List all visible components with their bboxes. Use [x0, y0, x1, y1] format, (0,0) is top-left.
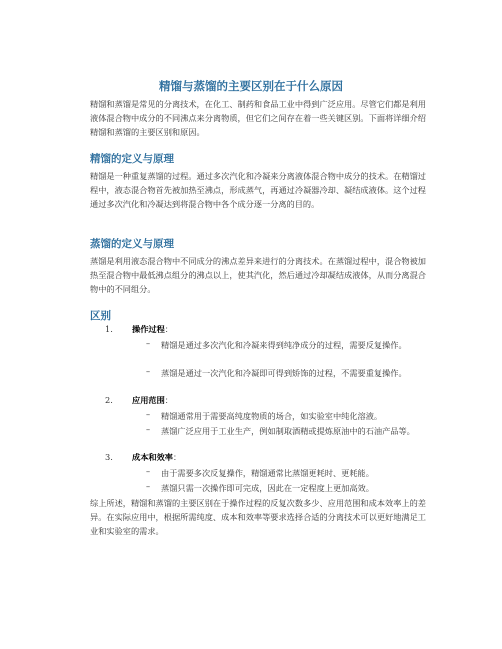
sub-item	[161, 466, 424, 480]
sub-item	[161, 424, 424, 438]
list-number: 3.	[105, 452, 113, 462]
section-heading-differences: 区别	[90, 310, 111, 322]
dash-bullet: –	[146, 409, 151, 419]
dash-bullet: –	[146, 366, 151, 376]
section-heading-rectification: 精馏的定义与原理	[90, 153, 174, 165]
section-heading-distillation: 蒸馏的定义与原理	[90, 238, 174, 250]
dash-bullet: –	[146, 424, 151, 434]
list-item-colon: ：	[164, 324, 173, 334]
sub-item	[161, 366, 424, 380]
sub-item-text: 蒸馏广泛应用于工业生产，例如制取酒精或提炼原油中的石油产品等。	[161, 426, 415, 436]
list-item-label	[132, 395, 173, 406]
sub-item-text: 蒸馏是通过一次汽化和冷凝即可得到矫饰的过程，不需要重复操作。	[161, 368, 407, 378]
conclusion-paragraph: 综上所述，精馏和蒸馏的主要区别在于操作过程的反复次数多少、应用范围和成本效率上的差异。在实际应用中，根据所需纯度、成本和效率等要求选择合适的分离技术可以更好地满足工业和实验室的需求。	[90, 498, 426, 536]
document-title: 精馏与蒸馏的主要区别在于什么原因	[159, 79, 343, 93]
list-item-label	[132, 452, 181, 463]
section-body-rectification: 精馏是一种重复蒸馏的过程。通过多次汽化和冷凝来分离液体混合物中成分的技术。在精馏过程中，液态混合物首先被加热至沸点，形成蒸气，再通过冷凝器冷却、凝结成液体。这个过程通过多次汽化和冷凝达到将混合物中各个成分逐一分离的目的。	[90, 171, 426, 209]
sub-item	[161, 338, 424, 352]
sub-item	[161, 481, 424, 495]
section-body-distillation: 蒸馏是利用液态混合物中不同成分的沸点差异来进行的分离技术。在蒸馏过程中，混合物被加热至混合物中最低沸点组分的沸点以上，使其汽化，然后通过冷却凝结成液体，从而分离混合物中的不同组分。	[90, 256, 426, 294]
dash-bullet: –	[146, 338, 151, 348]
list-item-label-text: 成本和效率	[132, 452, 173, 462]
list-number: 1.	[105, 324, 113, 334]
sub-item-text: 由于需要多次反复操作，精馏通常比蒸馏更耗时、更耗能。	[161, 468, 374, 478]
dash-bullet: –	[146, 481, 151, 491]
sub-item-text: 精馏通常用于需要高纯度物质的场合，如实验室中纯化溶液。	[161, 411, 383, 421]
list-item-label	[132, 324, 173, 335]
sub-item-text: 蒸馏只需一次操作即可完成，因此在一定程度上更加高效。	[161, 483, 374, 493]
list-item-colon: ：	[172, 452, 182, 462]
list-item-label-text: 操作过程	[132, 324, 165, 334]
dash-bullet: –	[146, 466, 151, 476]
sub-item-text: 精馏是通过多次汽化和冷凝来得到纯净成分的过程，需要反复操作。	[161, 340, 407, 350]
sub-item	[161, 409, 424, 423]
list-item-colon: ：	[164, 395, 173, 405]
intro-paragraph: 精馏和蒸馏是常见的分离技术，在化工、制药和食品工业中得到广泛应用。尽管它们都是利用液体混合物中成分的不同沸点来分离物质，但它们之间存在着一些关键区别。下面将详细介绍精馏和蒸馏的主要区别和原因。	[90, 99, 426, 137]
list-item-label-text: 应用范围	[132, 395, 165, 405]
list-number: 2.	[105, 395, 113, 405]
